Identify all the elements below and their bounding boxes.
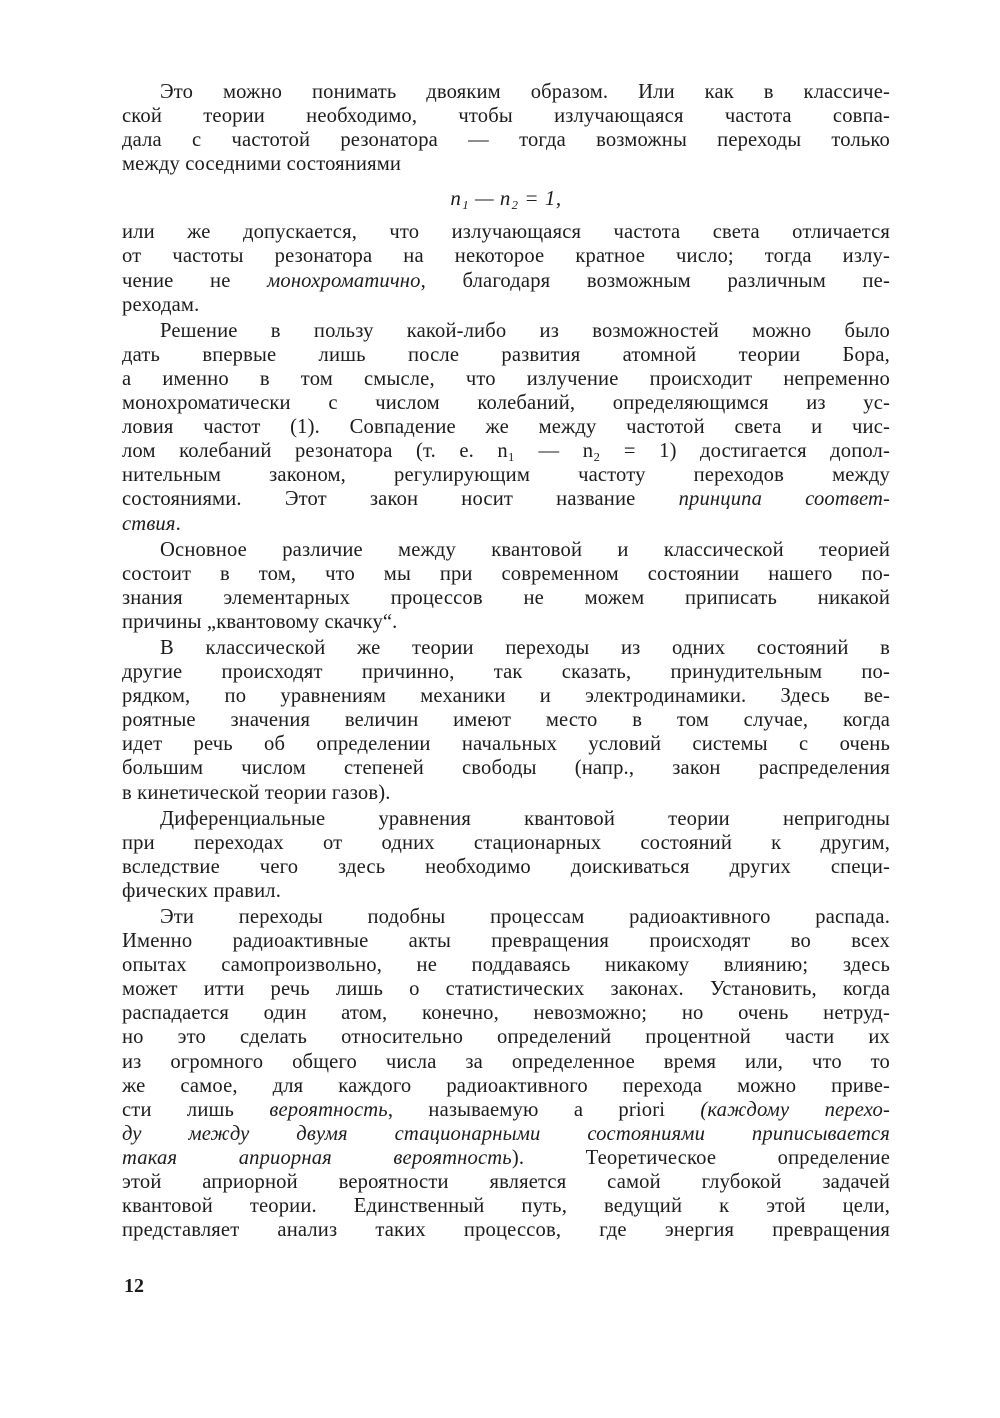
- text-line: [122, 512, 890, 536]
- text-line: Это можно понимать двояким образом. Или как в классиче-: [160, 81, 890, 103]
- text-line: при переходах от одних стационарных состояний к другим,: [122, 831, 890, 854]
- page-number: 12: [124, 1275, 144, 1297]
- text-fragment: чение не: [122, 269, 231, 292]
- text-line: Основное различие между квантовой и классической теорией: [160, 538, 890, 561]
- text-line: вследствие чего здесь необходимо доискиваться других специ-: [122, 855, 890, 878]
- text-line: идет речь об определении начальных условий системы с очень: [122, 733, 890, 756]
- italic-term: ствия: [122, 512, 176, 535]
- italic-term: ду между двумя стационарными состояниями приписывается: [122, 1122, 890, 1145]
- text-line: дала с частотой резонатора — тогда возможны переходы только: [122, 129, 890, 152]
- text-line: [122, 1122, 890, 1146]
- text-line: распадается один атом, конечно, невозможно; но очень нетруд-: [122, 1002, 890, 1025]
- text-line: ловия частот (1). Совпадение же между частотой света и чис-: [122, 416, 890, 439]
- text-line: ской теории необходимо, чтобы излучающаяся частота совпа-: [122, 105, 890, 128]
- text-line: квантовой теории. Единственный путь, ведущий к этой цели,: [122, 1195, 890, 1218]
- text-line: состоит в том, что мы при современном состоянии нашего по-: [122, 562, 890, 585]
- text-line: знания элементарных процессов не можем приписать никакой: [122, 586, 890, 609]
- text-line: от частоты резонатора на некоторое кратное число; тогда излу-: [122, 245, 890, 268]
- text-line: или же допускается, что излучающаяся частота света отличается: [122, 221, 890, 244]
- italic-term: такая априорная вероятность: [122, 1146, 512, 1169]
- text-line: фических правил.: [122, 879, 282, 902]
- text-line: монохроматически с числом колебаний, определяющимся из ус-: [122, 392, 890, 415]
- text-line: представляет анализ таких процессов, где энергия превращения: [122, 1219, 890, 1242]
- text-line: может итти речь лишь о статистических законах. Установить, когда: [122, 978, 890, 1001]
- text-line: [122, 269, 890, 293]
- text-line: Эти переходы подобны процессам радиоактивного распада.: [160, 906, 890, 928]
- italic-term: монохроматично: [267, 269, 421, 292]
- text-fragment: состояниями. Этот закон носит название: [122, 488, 636, 511]
- text-line: роятные значения величин имеют место в том случае, когда: [122, 709, 890, 732]
- text-line: опытах самопроизвольно, не поддаваясь никакому влиянию; здесь: [122, 954, 890, 977]
- italic-term: (каждому перехо-: [700, 1098, 890, 1121]
- text-line: другие происходят причинно, так сказать, принудительным по-: [122, 661, 890, 684]
- text-fragment: , благодаря возможным различным пе-: [420, 269, 890, 292]
- text-line: Диференциальные уравнения квантовой теории непригодны: [160, 807, 890, 830]
- text-fragment: ). Теоретическое определение: [511, 1146, 890, 1169]
- text-line: нительным законом, регулирующим частоту переходов между: [122, 464, 890, 487]
- text-line: Решение в пользу какой-либо из возможностей можно было: [160, 319, 890, 342]
- text-line: а именно в том смысле, что излучение происходит непременно: [122, 367, 890, 390]
- text-line: между соседними состояниями: [122, 153, 402, 176]
- text-line: лом колебаний резонатора (т. е. n₁ — n₂ = 1) достигается допол-: [122, 440, 890, 463]
- text-line: в кинетической теории газов).: [122, 781, 391, 804]
- page-text: [122, 80, 890, 1242]
- text-line: Именно радиоактивные акты превращения происходят во всех: [122, 930, 890, 953]
- text-fragment: .: [175, 512, 181, 535]
- text-line: из огромного общего числа за определенное время или, что то: [122, 1050, 890, 1073]
- text-line: этой априорной вероятности является самой глубокой задачей: [122, 1171, 890, 1194]
- formula: n₁ — n₂ = 1,: [450, 186, 562, 211]
- italic-term: принципа соответ-: [678, 488, 891, 511]
- text-line: [122, 487, 890, 511]
- text-fragment: , называемую a priori: [387, 1098, 666, 1121]
- text-line: причины „квантовому скачку“.: [122, 610, 398, 633]
- text-line: же самое, для каждого радиоактивного перехода можно приве-: [122, 1074, 890, 1097]
- text-line: реходам.: [122, 293, 200, 316]
- text-line: рядком, по уравнениям механики и электродинамики. Здесь ве-: [122, 685, 890, 708]
- italic-term: вероятность: [269, 1098, 388, 1121]
- text-line: большим числом степеней свободы (напр., закон распределения: [122, 757, 890, 780]
- text-line: В классической же теории переходы из одних состояний в: [160, 636, 890, 659]
- text-line: [122, 1146, 890, 1170]
- text-line: дать впервые лишь после развития атомной теории Бора,: [122, 343, 890, 366]
- text-line: но это сделать относительно определений процентной части их: [122, 1026, 890, 1049]
- text-line: [122, 1098, 890, 1122]
- text-fragment: сти лишь: [122, 1098, 235, 1121]
